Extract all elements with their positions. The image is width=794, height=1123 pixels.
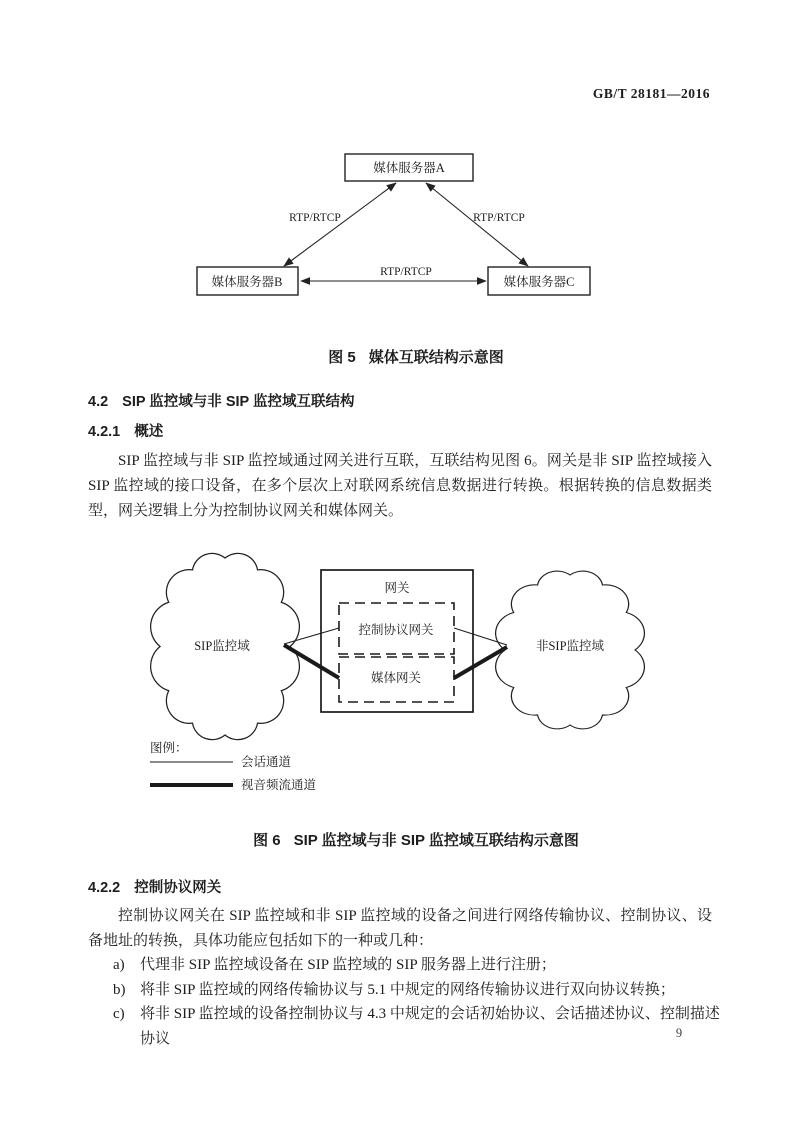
list-item-c-text: 将非 SIP 监控域的设备控制协议与 4.3 中规定的会话初始协议、会话描述协议、控制描述协议 [140,1006,720,1047]
figure5-caption-title: 媒体互联结构示意图 [368,349,504,366]
rtp-label-right: RTP/RTCP [473,212,525,224]
section-4-2-2-title: 控制协议网关 [134,880,222,896]
list-item-a-text: 代理非 SIP 监控域设备在 SIP 监控域的 SIP 服务器上进行注册； [140,957,556,973]
list-item-b-text: 将非 SIP 监控域的网络传输协议与 5.1 中规定的网络传输协议进行双向协议转换； [140,981,675,998]
figure6-caption [0,829,794,850]
section-4-2-title: SIP 监控域与非 SIP 监控域互联结构 [122,394,355,410]
link-serverC-serverA [426,183,528,266]
section-4-2-1-paragraph: SIP 监控域与非 SIP 监控域通过网关进行互联，互联结构见图 6。网关是非 SIP 监控域接入 SIP 监控域的接口设备，在多个层次上对联网系统信息数据进行转换。根据转换的信息数据类型，网关逻辑上分为控制协议网关和媒体网关。 [88,453,712,519]
figure6-caption-title: SIP 监控域与非 SIP 监控域互联结构示意图 [293,832,579,849]
section-4-2-number: 4.2 [88,394,109,410]
figure5-caption [0,346,794,367]
figure6-diagram [0,550,794,805]
section-4-2-1-heading [88,420,163,441]
section-4-2-2-heading [88,876,221,897]
control-gateway-label: 控制协议网关 [358,623,434,637]
media-gateway-label: 媒体网关 [370,671,422,685]
server-c-label: 媒体服务器C [503,275,575,289]
section-4-2-2-number: 4.2.2 [88,880,121,896]
doc-number: GB/T 28181—2016 [592,86,710,101]
link-serverB-serverA [284,183,396,266]
page-number: 9 [675,1026,683,1040]
section-4-2-2-paragraph: 控制协议网关在 SIP 监控域和非 SIP 监控域的设备之间进行网络传输协议、控制协议、设备地址的转换，具体功能应包括如下的一种或几种： [88,908,712,949]
sip-domain-label: SIP监控域 [194,639,250,653]
figure5-caption-number: 图 5 [328,349,356,366]
server-b-label: 媒体服务器B [211,275,283,289]
legend-stream-label: 视音频流通道 [241,778,317,792]
list-item-a-marker: a) [113,957,125,973]
list-item-a [88,953,728,978]
section-4-2-1-title: 概述 [134,424,164,440]
rtp-label-left: RTP/RTCP [289,212,341,224]
list-item-c [88,1002,728,1051]
server-a-label: 媒体服务器A [373,161,445,175]
list-item-b-marker: b) [113,981,126,998]
legend-session-label: 会话通道 [241,755,292,769]
legend-title: 图例： [150,741,188,755]
non-sip-domain-label: 非SIP监控域 [535,639,605,653]
figure5-diagram [0,145,794,330]
rtp-label-middle: RTP/RTCP [380,266,432,278]
list-item-c-marker: c) [113,1006,125,1022]
gateway-label: 网关 [384,581,410,595]
figure6-caption-number: 图 6 [253,832,281,849]
section-4-2-2-list [88,953,728,1051]
list-item-b [88,978,728,1003]
section-4-2-1-number: 4.2.1 [88,424,121,440]
section-4-2-heading [88,390,354,411]
